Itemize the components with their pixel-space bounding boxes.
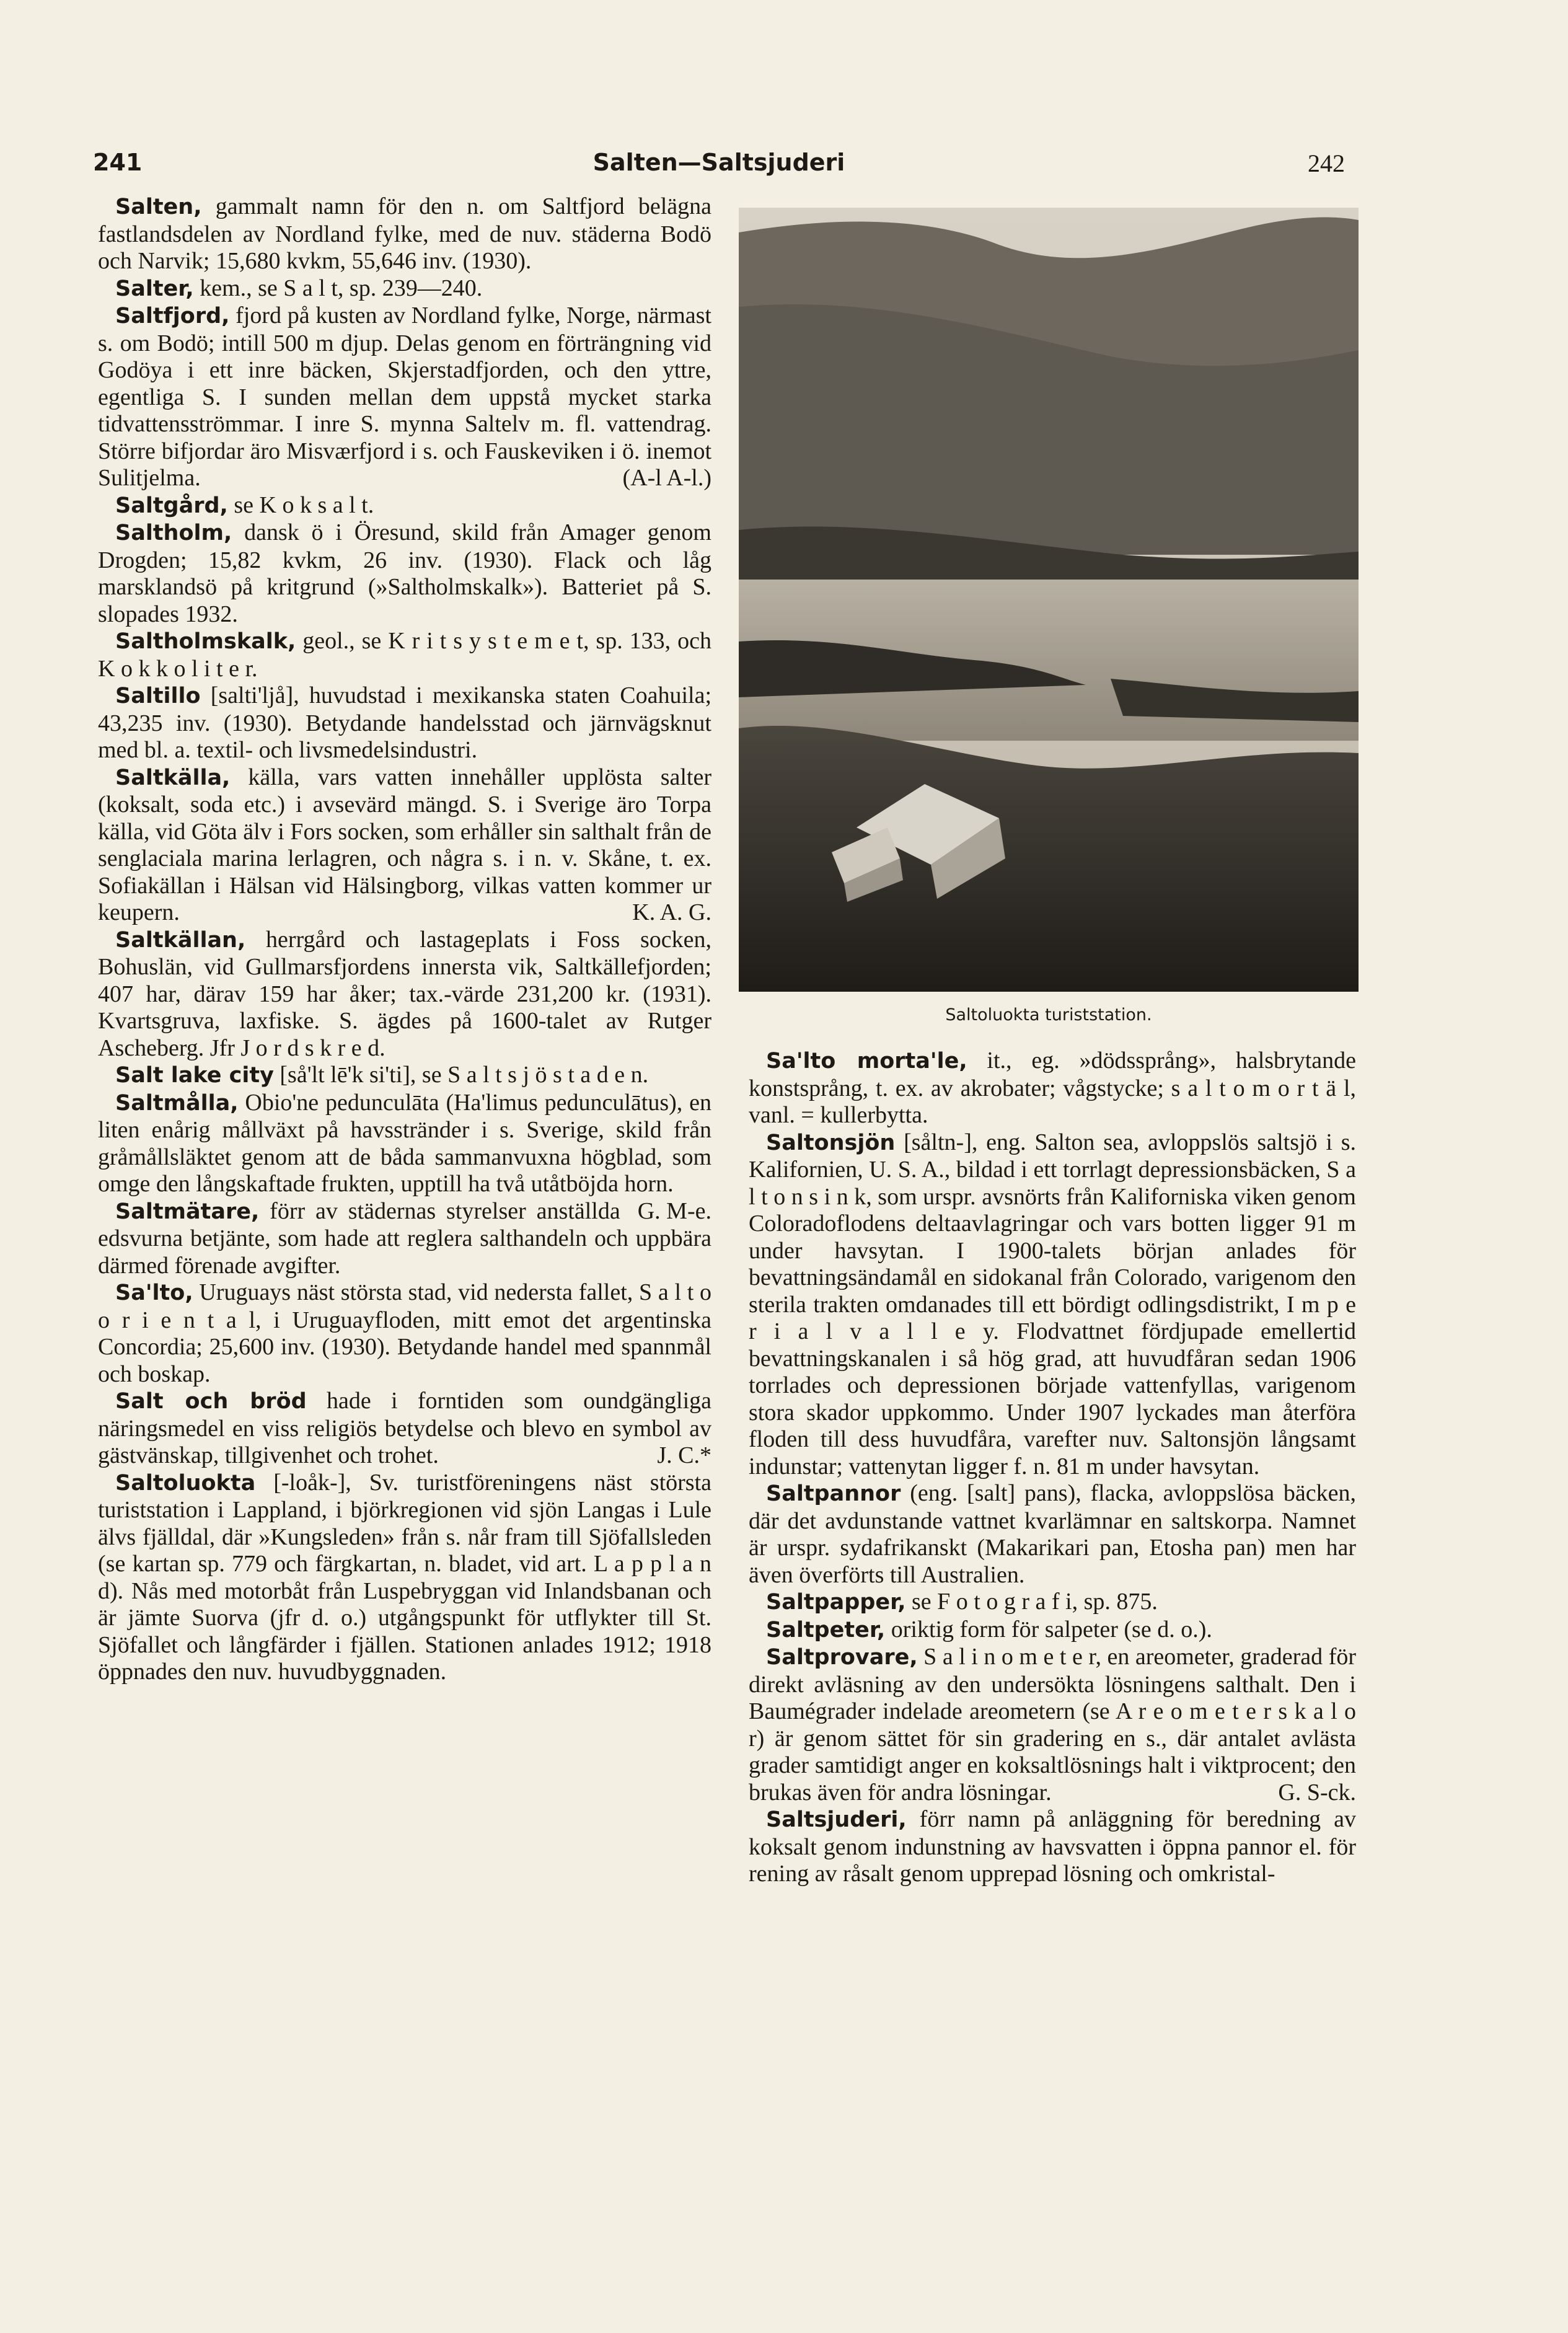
dictionary-entry [98, 302, 711, 492]
entry-headword: Saltpapper, [766, 1590, 906, 1615]
entry-text: förr namn på anläggning för beredning av koksalt genom indunstning av havsvatten i öppna pannor el. för rening av råsalt genom upprepad lösning och omkristal- [749, 1806, 1356, 1887]
dictionary-entry [98, 1198, 711, 1280]
entry-headword: Salter, [115, 276, 194, 301]
entry-headword: Saltholm, [115, 521, 232, 545]
entry-text: se K o k s a l t. [227, 492, 374, 518]
left-column [98, 193, 711, 1686]
dictionary-entry [749, 1589, 1356, 1616]
dictionary-entry [98, 628, 711, 682]
dictionary-entry [749, 1644, 1356, 1806]
entry-headword: Saltpannor [766, 1481, 901, 1506]
entry-text: S a l i n o m e t e r, en areometer, graderad för direkt avläsning av den undersökta lösningens salthalt. Den i Baumégrader indelade areometern (se A r e o m e t e r s k a l o r) är genom sättet för sin gradering en s., där antalet avlästa grader samtidigt anger en koksaltlösnings halt i viktprocent; den brukas även för andra lösningar. [749, 1644, 1356, 1806]
dictionary-entry [98, 1470, 711, 1686]
entry-text: oriktig form för salpeter (se d. o.). [885, 1616, 1212, 1643]
dictionary-entry [98, 1388, 711, 1470]
dictionary-entry [98, 927, 711, 1062]
entry-headword: Saltillo [115, 684, 201, 708]
entry-headword: Saltmätare, [115, 1199, 260, 1224]
dictionary-entry [749, 1616, 1356, 1644]
entry-signature: G. M-e. [637, 1197, 711, 1224]
entry-text: förr av städernas styrelser anställda edsvurna betjänte, som hade att reglera salthandeln och uppbära därmed förenade avgifter. [98, 1197, 711, 1279]
entry-text: Uruguays näst största stad, vid nedersta fallet, S a l t o o r i e n t a l, i Uruguayfloden, mitt emot det argentinska Concordia; 25,600 inv. (1930). Betydande handel med spannmål och boskap. [98, 1279, 711, 1387]
entry-text: hade i forntiden som oundgängliga näringsmedel en viss religiös betydelse och blevo en symbol av gästvänskap, tillgivenhet och trohet. [98, 1388, 711, 1468]
entry-headword: Saltpeter, [766, 1617, 886, 1643]
entry-headword: Saltprovare, [766, 1645, 918, 1670]
entry-headword: Saltholmskalk, [115, 629, 296, 654]
entry-signature: K. A. G. [632, 899, 711, 925]
dictionary-entry [98, 275, 711, 303]
dictionary-entry [98, 193, 711, 275]
entry-text: dansk ö i Öresund, skild från Amager genom Drogden; 15,82 kvkm, 26 inv. (1930). Flack och låg marsklandsö på kritgrund (»Saltholmskalk»). Batteriet på S. slopades 1932. [98, 519, 711, 627]
entry-headword: Sa'lto morta'le, [766, 1049, 967, 1074]
entry-text: källa, vars vatten innehåller upplösta salter (koksalt, soda etc.) i avsevärd mängd. S. i Sverige äro Torpa källa, vid Göta älv i Fors socken, som erhåller sin salthalt från de senglaciala marina lerlagren, och några s. i n. v. Skåne, t. ex. Sofiakällan i Hälsan vid Hälsingborg, vilkas vatten kommer ur keupern. [98, 764, 711, 925]
dictionary-entry [98, 682, 711, 764]
dictionary-entry [98, 492, 711, 520]
saltoluokta-photo [739, 208, 1359, 992]
entry-signature: J. C.* [657, 1442, 711, 1468]
entry-text: Obio'ne pedunculāta (Ha'limus pedunculātus), en liten enårig mållväxt på havsstränder i s. Sverige, skild från gråmållsläktet genom att de båda sammanvuxna högblad, som omge den långskaftade frukten, upptill ha två utåtböjda horn. [98, 1089, 711, 1197]
page-header [93, 149, 1345, 186]
entry-headword: Saltonsjön [766, 1130, 896, 1155]
photo-caption: Saltoluokta turiststation. [945, 1005, 1152, 1025]
entry-text: herrgård och lastageplats i Foss socken, Bohuslän, vid Gullmarsfjordens innersta vik, Saltkällefjorden; 407 har, därav 159 har åker; tax.-värde 231,200 kr. (1931). Kvartsgruva, laxfiske. S. ägdes på 1600-talet av Rutger Ascheberg. Jfr J o r d s k r e d. [98, 926, 711, 1061]
entry-text: kem., se S a l t, sp. 239—240. [193, 275, 483, 301]
left-page-number: 241 [93, 149, 143, 176]
dictionary-entry [98, 1062, 711, 1090]
running-title: Salten—Saltsjuderi [592, 149, 845, 176]
dictionary-entry [749, 1806, 1356, 1888]
entry-headword: Saltmålla, [115, 1090, 239, 1116]
entry-text: gammalt namn för den n. om Saltfjord belägna fastlandsdelen av Nordland fylke, med de nuv. städerna Bodö och Narvik; 15,680 kvkm, 55,646 inv. (1930). [98, 193, 711, 274]
entry-headword: Saltgård, [115, 493, 228, 518]
entry-text: se F o t o g r a f i, sp. 875. [905, 1589, 1158, 1615]
entry-text: geol., se K r i t s y s t e m e t, sp. 133, och K o k k o l i t e r. [98, 628, 711, 682]
entry-signature: G. S-ck. [1278, 1779, 1356, 1806]
landscape-photo-image [739, 208, 1359, 992]
entry-text: it., eg. »dödssprång», halsbrytande konstsprång, t. ex. av akrobater; vågstycke; s a l t o m o r t ä l, vanl. = kullerbytta. [749, 1047, 1357, 1128]
entry-text: (eng. [salt] pans), flacka, avloppslösa bäcken, där det avdunstande vattnet kvarlämnar en saltskorpa. Namnet är urspr. sydafrikanskt (Makarikari pan, Etosha pan) men har även överförts till Australien. [749, 1480, 1356, 1588]
entry-headword: Saltsjuderi, [766, 1807, 907, 1832]
dictionary-entry [749, 1480, 1356, 1589]
entry-headword: Salt lake city [115, 1063, 274, 1088]
entry-text: [så'lt lē'k si'ti], se S a l t s j ö s t a d e n. [273, 1062, 649, 1088]
entry-headword: Saltkälla, [115, 765, 231, 790]
entry-headword: Salten, [115, 195, 202, 219]
entry-text: fjord på kusten av Nordland fylke, Norge, närmast s. om Bodö; intill 500 m djup. Delas genom en förträngning vid Godöya i ett inre bäcken, Skjerstadfjorden, och den yttre, egentliga S. I sunden mellan dem uppstå mycket starka tidvattensströmmar. I inre S. mynna Saltelv m. fl. vattendrag. Större bifjordar äro Misværfjord i s. och Fauskeviken i ö. inemot Sulitjelma. [98, 302, 711, 491]
dictionary-entry [98, 519, 711, 628]
entry-text: [såltn-], eng. Salton sea, avloppslös saltsjö i s. Kalifornien, U. S. A., bildad i ett torrlagt depressionsbäcken, S a l t o n s i n k, som urspr. avsnörts från Kaliforniska viken genom Coloradoflodens deltaavlagringar och vars botten ligger 91 m under havsytan. I 1900-talets början anlades för bevattningsändamål en sidokanal från Colorado, varigenom den sterila trakten omdanades till ett bördigt odlingsdistrikt, I m p e r i a l v a l l e y. Flodvattnet fördjupade emellertid bevattningskanalen i så hög grad, att huvudfåran sedan 1906 torrlades och depressionen började vattenfyllas, varigenom stora skador uppkommo. Under 1907 lyckades man återföra floden till dess huvudfåra, varefter nuv. Saltonsjön långsamt indunstar; vattenytan ligger f. n. 81 m under havsytan. [749, 1129, 1356, 1480]
entry-text: [salti'ljå], huvudstad i mexikanska staten Coahuila; 43,235 inv. (1930). Betydande handelsstad och järnvägsknut med bl. a. textil- och livsmedelsindustri. [98, 682, 711, 763]
entry-headword: Saltkällan, [115, 927, 246, 953]
entry-headword: Sa'lto, [115, 1281, 193, 1305]
entry-text: [-loåk-], Sv. turistföreningens näst största turiststation i Lappland, i björkregionen vid sjön Langas i Lule älvs fjälldal, där »Kungsleden» från s. når fram till Sjöfallsleden (se kartan sp. 779 och färgkartan, n. bladet, vid art. L a p p l a n d). Nås med motorbåt från Luspebryggan vid Inlandsbanan och är jämte Suorva (jfr d. o.) utgångspunkt för utflykter till St. Sjöfallet och långfärder i fjällen. Stationen anlades 1912; 1918 öppnades den nuv. huvudbyggnaden. [98, 1469, 711, 1685]
entry-headword: Saltoluokta [115, 1470, 256, 1496]
dictionary-entry [749, 1047, 1356, 1129]
entry-signature: (A-l A-l.) [622, 465, 711, 491]
right-page-number: 242 [1308, 149, 1345, 177]
entry-headword: Salt och bröd [115, 1389, 307, 1414]
right-column [749, 1047, 1356, 1888]
entry-headword: Saltfjord, [115, 304, 230, 329]
dictionary-entry [98, 1279, 711, 1388]
dictionary-entry [98, 764, 711, 927]
dictionary-entry [749, 1129, 1356, 1481]
